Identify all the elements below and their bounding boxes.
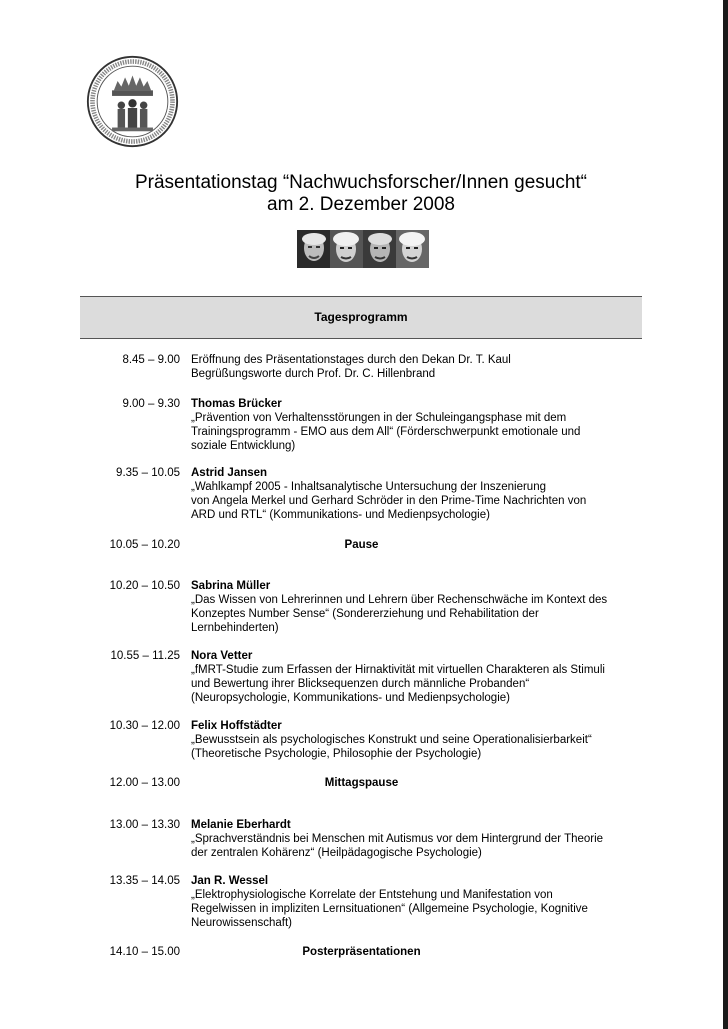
schedule-line: Neurowissenschaft) bbox=[191, 917, 292, 929]
program-header-label: Tagesprogramm bbox=[314, 310, 408, 324]
schedule-line: (Theoretische Psychologie, Philosophie der Psychologie) bbox=[191, 748, 482, 760]
portrait-strip-icon bbox=[297, 230, 429, 268]
schedule-line: „Bewusstsein als psychologisches Konstrukt und seine Operationalisierbarkeit“ bbox=[191, 734, 592, 746]
schedule-line: „Das Wissen von Lehrerinnen und Lehrern über Rechenschwäche im Kontext des bbox=[191, 594, 608, 606]
schedule-time: 10.30 – 12.00 bbox=[109, 720, 180, 732]
schedule-line: (Neuropsychologie, Kommunikations- und Medienpsychologie) bbox=[191, 692, 510, 704]
break-label: Mittagspause bbox=[324, 777, 399, 789]
schedule-line: Lernbehinderten) bbox=[191, 622, 279, 634]
speaker-name: Thomas Brücker bbox=[191, 398, 282, 410]
speaker-name: Felix Hoffstädter bbox=[191, 720, 282, 732]
speaker-name: Sabrina Müller bbox=[191, 580, 271, 592]
schedule-line: soziale Entwicklung) bbox=[191, 440, 296, 452]
portrait-photo-icon bbox=[330, 230, 363, 268]
page-edge bbox=[723, 0, 728, 1029]
document-title: Präsentationstag “Nachwuchsforscher/Innen gesucht“ bbox=[134, 172, 588, 193]
schedule-line: und Bewertung ihrer Blicksequenzen durch männliche Probanden“ bbox=[191, 678, 530, 690]
portrait-photo-icon bbox=[363, 230, 396, 268]
schedule-line: „fMRT-Studie zum Erfassen der Hirnaktivität mit virtuellen Charakteren als Stimuli bbox=[191, 664, 605, 676]
break-label: Posterpräsentationen bbox=[302, 946, 421, 958]
schedule-content bbox=[191, 874, 642, 930]
schedule-time: 10.05 – 10.20 bbox=[109, 539, 180, 551]
schedule-content bbox=[191, 397, 642, 453]
schedule-time: 10.20 – 10.50 bbox=[109, 580, 180, 592]
schedule-line: „Wahlkampf 2005 - Inhaltsanalytische Untersuchung der Inszenierung bbox=[191, 481, 546, 493]
schedule-content bbox=[191, 579, 642, 635]
schedule-content bbox=[191, 719, 642, 761]
schedule-line: „Prävention von Verhaltensstörungen in der Schuleingangsphase mit dem bbox=[191, 412, 567, 424]
schedule-time: 9.00 – 9.30 bbox=[122, 398, 180, 410]
schedule-line: von Angela Merkel und Gerhard Schröder in den Prime-Time Nachrichten von bbox=[191, 495, 587, 507]
portrait-photo-icon bbox=[396, 230, 429, 268]
schedule-content bbox=[191, 649, 642, 705]
schedule-content bbox=[191, 818, 642, 860]
schedule-content bbox=[191, 466, 642, 522]
schedule-time: 12.00 – 13.00 bbox=[109, 777, 180, 789]
university-seal-icon bbox=[86, 55, 179, 148]
schedule-time: 9.35 – 10.05 bbox=[116, 467, 180, 479]
program-header bbox=[80, 296, 642, 339]
speaker-name: Astrid Jansen bbox=[191, 467, 268, 479]
schedule-time: 13.35 – 14.05 bbox=[109, 875, 180, 887]
schedule-line: Trainingsprogramm - EMO aus dem All“ (Förderschwerpunkt emotionale und bbox=[191, 426, 581, 438]
schedule-line: der zentralen Kohärenz“ (Heilpädagogische Psychologie) bbox=[191, 847, 482, 859]
schedule-time: 14.10 – 15.00 bbox=[109, 946, 180, 958]
schedule-line: Begrüßungsworte durch Prof. Dr. C. Hillenbrand bbox=[191, 368, 436, 380]
schedule-time: 10.55 – 11.25 bbox=[110, 650, 180, 662]
schedule-line: „Elektrophysiologische Korrelate der Entstehung und Manifestation von bbox=[191, 889, 553, 901]
break-label: Pause bbox=[344, 539, 379, 551]
schedule-line: Konzeptes Number Sense“ (Sondererziehung und Rehabilitation der bbox=[191, 608, 539, 620]
schedule-line: ARD und RTL“ (Kommunikations- und Medienpsychologie) bbox=[191, 509, 490, 521]
speaker-name: Jan R. Wessel bbox=[191, 875, 269, 887]
portrait-photo-icon bbox=[297, 230, 330, 268]
speaker-name: Melanie Eberhardt bbox=[191, 819, 291, 831]
schedule-line: Eröffnung des Präsentationstages durch den Dekan Dr. T. Kaul bbox=[191, 354, 511, 366]
schedule-time: 13.00 – 13.30 bbox=[109, 819, 180, 831]
schedule-line: Regelwissen in impliziten Lernsituationen“ (Allgemeine Psychologie, Kognitive bbox=[191, 903, 588, 915]
schedule-content bbox=[191, 353, 642, 381]
schedule-line: „Sprachverständnis bei Menschen mit Autismus vor dem Hintergrund der Theorie bbox=[191, 833, 604, 845]
schedule-time: 8.45 – 9.00 bbox=[122, 354, 180, 366]
speaker-name: Nora Vetter bbox=[191, 650, 253, 662]
document-date: am 2. Dezember 2008 bbox=[267, 194, 455, 215]
